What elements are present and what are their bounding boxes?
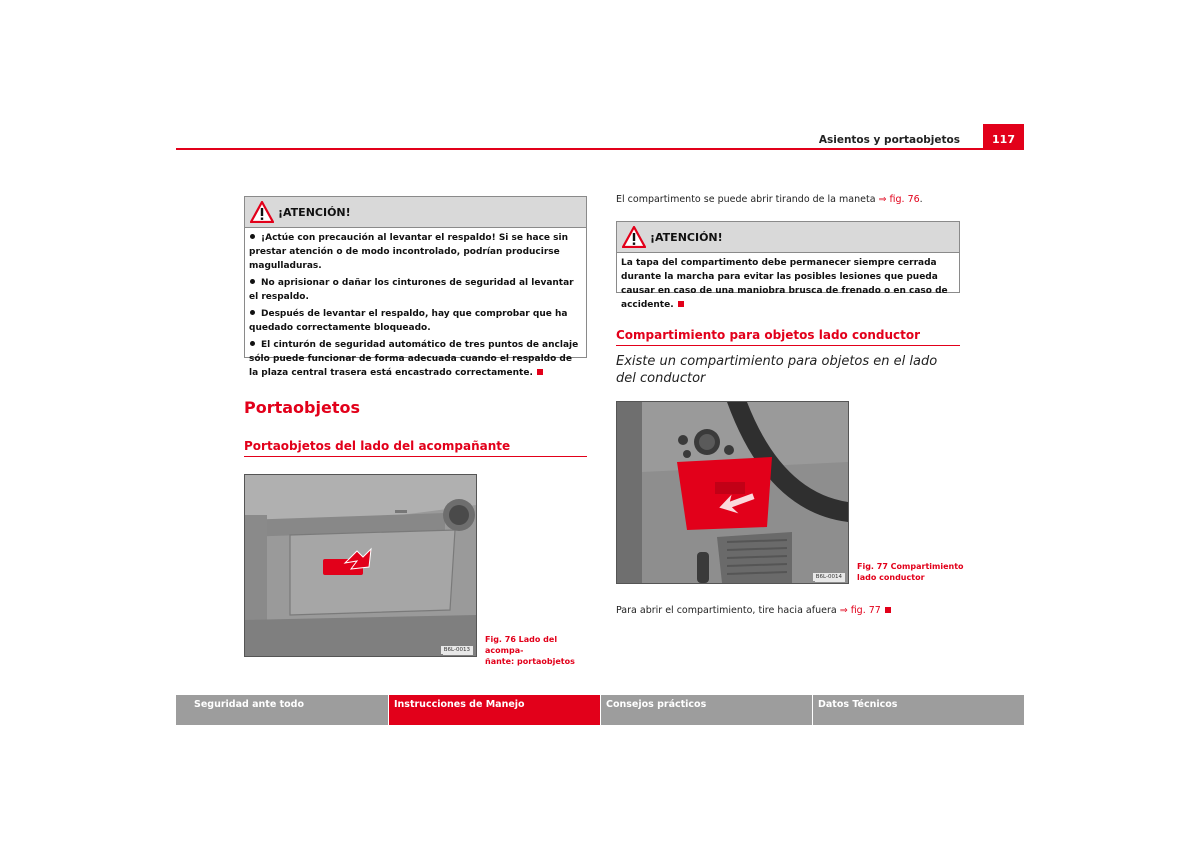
figure-76-link[interactable]: ⇒ fig. 76: [878, 194, 920, 205]
warning-title: ¡ATENCIÓN!: [278, 206, 351, 219]
header-rule: [176, 148, 1024, 150]
driver-compartment-illustration: [617, 402, 848, 583]
end-square-icon: [678, 301, 684, 307]
subsection-lead: Existe un compartimiento para objetos en el lado del conductor: [616, 354, 938, 386]
warning-title: ¡ATENCIÓN!: [650, 231, 723, 244]
warning-item-text: Después de levantar el respaldo, hay que comprobar que ha quedado correctamente bloqueado.: [249, 309, 568, 333]
running-header-title: Asientos y portaobjetos: [818, 134, 960, 146]
intro-end: .: [919, 194, 923, 205]
warning-item: [249, 276, 582, 304]
bullet-icon: [250, 234, 255, 239]
warning-item: [249, 338, 582, 380]
footer-tab-consejos[interactable]: Consejos prácticos: [601, 695, 812, 725]
warning-item-text: El cinturón de seguridad automático de tres puntos de anclaje sólo puede funcionar de forma adecuada cuando el respaldo de la plaza central trasera está encastrado correctamente.: [249, 340, 579, 378]
warning-box-left: [244, 196, 587, 378]
subsection-title-left: Portaobjetos del lado del acompañante: [244, 439, 511, 453]
footer-nav: [176, 695, 1024, 725]
intro-text: El compartimento se puede abrir tirando de la maneta: [616, 194, 876, 205]
glovebox-illustration: [245, 475, 476, 656]
warning-box-header: [617, 222, 959, 253]
warning-box-header: [245, 197, 586, 228]
subsection-rule-right: [616, 345, 960, 346]
figure-77-code: B6L-0014: [813, 573, 845, 581]
bullet-icon: [250, 341, 255, 346]
warning-item: [249, 231, 582, 273]
figure-76-caption: [485, 634, 595, 667]
caption-line: Fig. 77 Compartimiento: [857, 562, 964, 571]
figure-76-code: B6L-0013: [441, 646, 473, 654]
warning-body: [617, 253, 959, 314]
warning-triangle-icon: [250, 201, 274, 223]
figure-76-image: [244, 474, 477, 657]
footer-tab-seguridad[interactable]: Seguridad ante todo: [176, 695, 388, 725]
warning-item: [249, 307, 582, 335]
subsection-title-right: Compartimiento para objetos lado conductor: [616, 328, 921, 342]
figure-77-image: [616, 401, 849, 584]
outro-paragraph: [616, 605, 960, 616]
intro-paragraph: [616, 194, 960, 205]
warning-body: [245, 228, 586, 385]
warning-text: La tapa del compartimento debe permanecer siempre cerrada durante la marcha para evitar las posibles lesiones que pueda causar en caso de una maniobra brusca de frenado o en caso de accidente.: [621, 258, 948, 310]
outro-text: Para abrir el compartimiento, tire hacia afuera: [616, 605, 837, 616]
figure-77-link[interactable]: ⇒ fig. 77: [839, 605, 881, 616]
figure-77-caption: [857, 561, 967, 583]
warning-item-text: ¡Actúe con precaución al levantar el respaldo! Si se hace sin prestar atención o de modo incontrolado, podrían producirse magulladuras.: [249, 233, 569, 271]
warning-triangle-icon: [622, 226, 646, 248]
caption-line: Fig. 76 Lado del acompa-: [485, 635, 558, 655]
page-number: 117: [983, 124, 1024, 150]
warning-item-text: No aprisionar o dañar los cinturones de seguridad al levantar el respaldo.: [249, 278, 574, 302]
footer-tab-instrucciones[interactable]: Instrucciones de Manejo: [389, 695, 600, 725]
caption-line: lado conductor: [857, 573, 925, 582]
warning-box-right: [616, 221, 960, 310]
subsection-rule-left: [244, 456, 587, 457]
end-square-icon: [537, 369, 543, 375]
caption-line: ñante: portaobjetos: [485, 657, 575, 666]
footer-tab-datos[interactable]: Datos Técnicos: [813, 695, 1024, 725]
bullet-icon: [250, 310, 255, 315]
section-title: Portaobjetos: [244, 398, 360, 417]
end-square-icon: [885, 607, 891, 613]
bullet-icon: [250, 279, 255, 284]
